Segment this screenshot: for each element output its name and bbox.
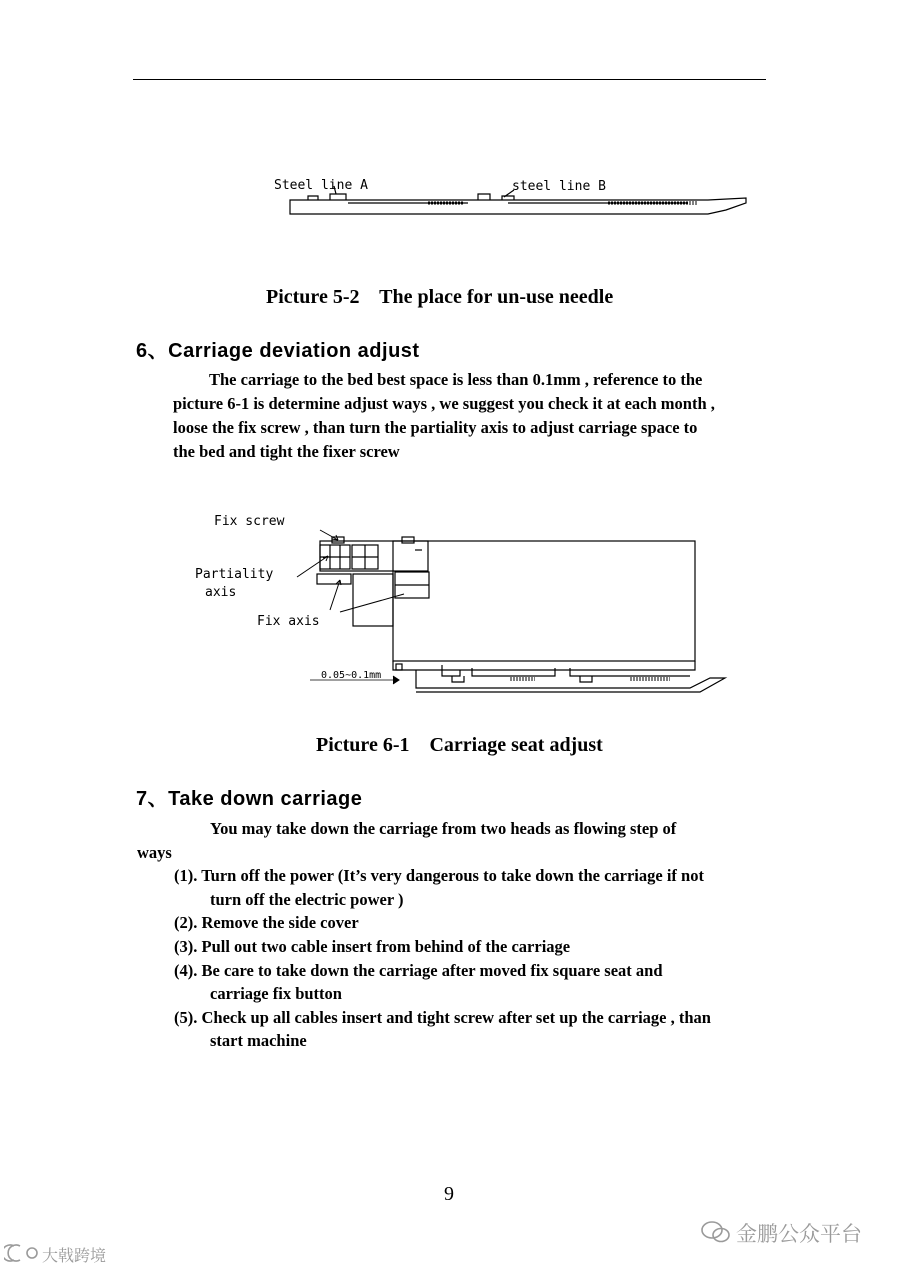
step-2: (2). Remove the side cover — [174, 913, 359, 932]
step-5-line-1: (5). Check up all cables insert and tight screw after set up the carriage , than — [174, 1008, 711, 1027]
label-fix-axis: Fix axis — [257, 614, 320, 629]
section-6-line-3: loose the fix screw , than turn the partiality axis to adjust carriage space to — [173, 418, 698, 437]
watermark-right-text: 金鹏公众平台 — [736, 1222, 862, 1246]
step-1-line-2: turn off the electric power ) — [210, 890, 404, 909]
label-steel-line-a: Steel line A — [274, 178, 368, 193]
figure-6-1 — [190, 510, 735, 695]
watermark-left-text: 大戟跨境 — [42, 1246, 107, 1265]
step-4-line-1: (4). Be care to take down the carriage after moved fix square seat and — [174, 961, 663, 980]
section-6-line-1: The carriage to the bed best space is less than 0.1mm , reference to the — [209, 370, 703, 389]
label-partiality: Partiality — [195, 567, 274, 582]
header-rule — [133, 79, 766, 80]
step-3: (3). Pull out two cable insert from behind of the carriage — [174, 937, 571, 956]
figure-6-1-caption: Picture 6-1 Carriage seat adjust — [316, 734, 603, 756]
section-6-line-2: picture 6-1 is determine adjust ways , we suggest you check it at each month , — [173, 394, 715, 413]
step-5-line-2: start machine — [210, 1031, 307, 1050]
carriage-seat-drawing — [190, 510, 735, 695]
label-axis: axis — [205, 585, 237, 600]
figure-5-2 — [268, 176, 758, 226]
section-6-heading: 6、Carriage deviation adjust — [136, 340, 420, 362]
section-7-intro-line-2: ways — [137, 843, 172, 862]
step-1-line-1: (1). Turn off the power (It’s very dangerous to take down the carriage if not — [174, 866, 704, 885]
section-7-heading: 7、Take down carriage — [136, 788, 363, 810]
carriage-body — [393, 541, 695, 661]
figure-5-2-caption: Picture 5-2 The place for un-use needle — [266, 286, 614, 308]
wechat-icon — [700, 1220, 732, 1244]
watermark-logo-icon — [4, 1242, 40, 1264]
label-fix-screw: Fix screw — [214, 514, 285, 529]
section-7-intro-line-1: You may take down the carriage from two heads as flowing step of — [210, 819, 677, 838]
label-steel-line-b: steel line B — [512, 179, 606, 194]
section-6-line-4: the bed and tight the fixer screw — [173, 442, 400, 461]
page-number: 9 — [444, 1183, 454, 1205]
label-gap: 0.05~0.1mm — [321, 670, 382, 681]
needle-bed-outline — [290, 198, 746, 214]
step-4-line-2: carriage fix button — [210, 984, 342, 1003]
